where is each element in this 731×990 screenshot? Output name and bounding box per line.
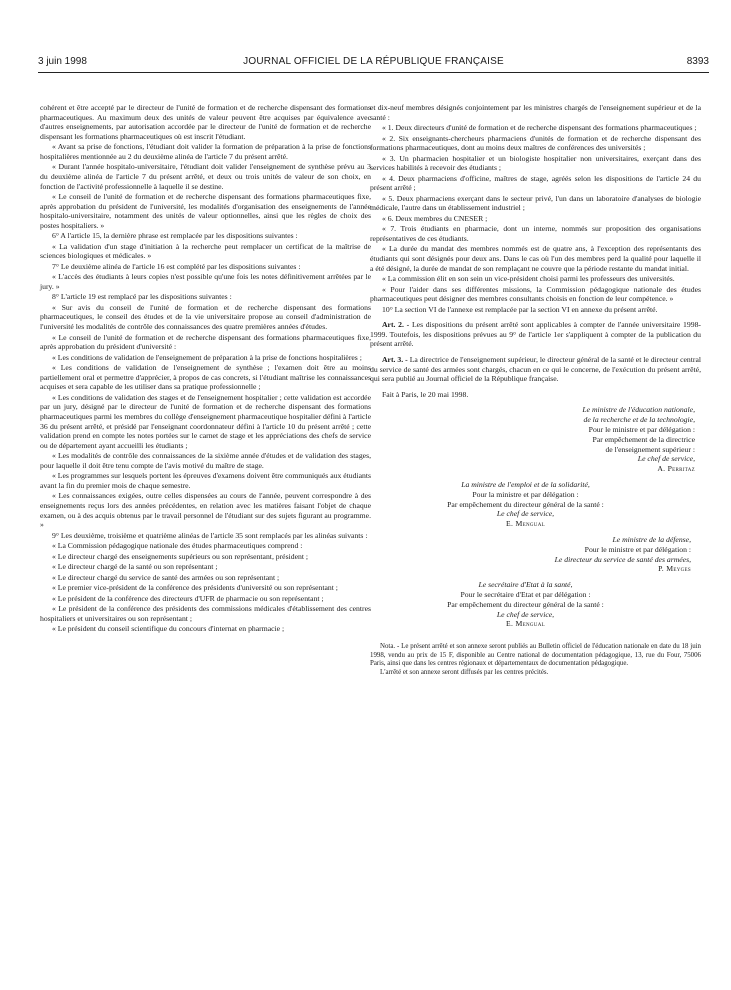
paragraph: « 5. Deux pharmaciens exerçant dans le secteur privé, l'un dans un laboratoire d'analyses de biologie médicale, l'autre dans un établissement industriel ; bbox=[370, 193, 701, 213]
signature-line: de l'enseignement supérieur : bbox=[605, 444, 695, 454]
paragraph: « Les conditions de validation de l'enseignement de préparation à la prise de fonctions hospitalières ; bbox=[52, 352, 362, 362]
signature-line: de la recherche et de la technologie, bbox=[583, 415, 695, 425]
signature-defense bbox=[370, 535, 701, 574]
signature-line: Le secrétaire d'Etat à la santé, bbox=[478, 580, 573, 590]
paragraph: « Le directeur chargé du service de santé des armées ou son représentant ; bbox=[52, 572, 280, 582]
signature-line: Le chef de service, bbox=[496, 609, 555, 619]
paragraph: cohérent et être accepté par le directeur de l'unité de formation et de recherche dispensant des formations pharmaceutiques. Au maximum deux des unités de valeur peuvent être acquises par équivalence avec d'autres enseignements, par autorisation accordée par le directeur de l'unité de formation et de recherche dispensant les formations pharmaceutiques où est inscrit l'étudiant. bbox=[40, 103, 371, 141]
note-paragraph: L'arrêté et son annexe seront diffusés par les centres précités. bbox=[380, 668, 549, 676]
paragraph: « 7. Trois étudiants en pharmacie, dont un interne, nommés sur proposition des organisations représentatives de ces étudiants. bbox=[370, 224, 701, 243]
paragraph: et dix-neuf membres désignés conjointement par les ministres chargés de l'enseignement supérieur et de la santé : bbox=[370, 103, 701, 122]
signature-line: Pour le ministre et par délégation : bbox=[588, 425, 695, 435]
signatory-name: P. Meyges bbox=[658, 564, 691, 574]
paragraph: « La Commission pédagogique nationale des études pharmaceutiques comprend : bbox=[52, 541, 303, 551]
header-rule bbox=[38, 72, 709, 73]
signature-line: Pour le ministre et par délégation : bbox=[584, 544, 691, 554]
header-title: JOURNAL OFFICIEL DE LA RÉPUBLIQUE FRANÇAISE bbox=[243, 56, 504, 67]
article-text: La directrice de l'enseignement supérieur, le directeur général de la santé et le directeur central du service de santé des armées sont chargés, chacun en ce qui le concerne, de l'exécution du présent arrêté, qui sera publié au Journal officiel de la République française. bbox=[370, 355, 702, 384]
paragraph: « Les conditions de validation de l'enseignement de synthèse ; l'examen doit être au moins partiellement oral et permettre d'apprécier, à propos de cas concrets, si l'étudiant maîtrise les connaissances acquises et sera capable de les utiliser dans sa pratique professionnelle ; bbox=[40, 363, 371, 392]
paragraph: « La commission élit en son sein un vice-président choisi parmi les professeurs des universités. bbox=[382, 274, 675, 284]
paragraph: « Le conseil de l'unité de formation et de recherche dispensant des formations pharmaceutiques fixe, après approbation du président d'université : bbox=[40, 332, 371, 352]
article-3 bbox=[370, 355, 701, 384]
paragraph: « La validation d'un stage d'initiation à la recherche peut remplacer un certificat de la maîtrise de sciences biologiques et médicales. » bbox=[40, 241, 371, 261]
right-column bbox=[370, 103, 701, 678]
paragraph: « Le directeur chargé de la santé ou son représentant ; bbox=[52, 562, 218, 572]
signature-line: Pour le secrétaire d'Etat et par délégation : bbox=[460, 589, 591, 599]
paragraph: « L'accès des étudiants à leurs copies n'est possible qu'une fois les notes définitivement arrêtées par le jury. » bbox=[40, 272, 371, 291]
page-header bbox=[38, 56, 709, 70]
paragraph: « 3. Un pharmacien hospitalier et un biologiste hospitalier non universitaires, exerçant dans des services habilités à recevoir des étudiants ; bbox=[370, 153, 701, 173]
paragraph: 7° Le deuxième alinéa de l'article 16 est complété par les dispositions suivantes : bbox=[52, 261, 301, 271]
header-date: 3 juin 1998 bbox=[38, 56, 87, 67]
paragraph: 8° L'article 19 est remplacé par les dispositions suivantes : bbox=[52, 292, 232, 302]
left-column bbox=[40, 103, 371, 635]
paragraph: « Sur avis du conseil de l'unité de formation et de recherche dispensant des formations pharmaceutiques, le conseil des études et de la vie universitaire propose au conseil d'administration de l'université les modalités de contrôle des connaissances des quatre premières années d'études. bbox=[40, 302, 371, 332]
paragraph: « Les connaissances exigées, outre celles dispensées au cours de l'année, peuvent correspondre à des enseignements reçus lors des années précédentes, en relation avec les matières faisant l'objet de chaque examen, ou à des acquis obtenus par le travail personnel de l'étudiant sur des sujets figurant au programme. » bbox=[40, 491, 371, 530]
paragraph: « Pour l'aider dans ses différentes missions, la Commission pédagogique nationale des études pharmaceutiques peut désigner des membres consultants choisis en fonction de leur compétence. » bbox=[370, 284, 701, 304]
signatory-name: E. Mengual bbox=[506, 619, 545, 629]
article-label: Art. 2. - bbox=[382, 320, 410, 330]
signature-line: Pour la ministre et par délégation : bbox=[472, 489, 579, 499]
paragraph: « Les modalités de contrôle des connaissances de la sixième année d'études et de validation des stages, pour laquelle il doit être tenu compte de l'avis motivé du maître de stage. bbox=[40, 451, 371, 470]
paragraph: 10° La section VI de l'annexe est remplacée par la section VI en annexe du présent arrêté. bbox=[382, 304, 658, 314]
paragraph: « Le premier vice-président de la conférence des présidents d'université ou son représentant ; bbox=[52, 583, 338, 593]
publication-note bbox=[370, 643, 701, 677]
paragraph: « Le président de la conférence des présidents des commissions médicales d'établissement des centres hospitaliers et universitaires ou son représentant ; bbox=[40, 604, 371, 623]
signature-line: Le ministre de la défense, bbox=[612, 534, 691, 544]
signature-line: Par empêchement du directeur général de la santé : bbox=[447, 499, 604, 509]
note-paragraph: Nota. - Le présent arrêté et son annexe seront publiés au Bulletin officiel de l'éducation nationale en date du 18 juin 1998, vendu au prix de 15 F, disponible au Centre national de documentation pédagogique, 13, rue du Four, 75006 Paris, ainsi que dans les centres régionaux et départementaux de documentation pédagogique. bbox=[370, 643, 701, 668]
paragraph: « 1. Deux directeurs d'unité de formation et de recherche dispensant des formations pharmaceutiques ; bbox=[382, 123, 697, 133]
paragraph: « Le conseil de l'unité de formation et de recherche dispensant des formations pharmaceutiques fixe, après approbation du président de l'université, les modalités d'organisation des enseignements de l'année hospitalo-universitaire, notamment des unités de valeur optionnelles, ainsi que les règles de choix des postes hospitaliers. » bbox=[40, 192, 371, 230]
signature-line: Le directeur du service de santé des armées, bbox=[554, 554, 691, 564]
paragraph: « Le président du conseil scientifique du concours d'internat en pharmacie ; bbox=[52, 624, 285, 634]
signature-emploi bbox=[350, 480, 701, 529]
place-date: Fait à Paris, le 20 mai 1998. bbox=[382, 389, 469, 399]
paragraph: 6° A l'article 15, la dernière phrase est remplacée par les dispositions suivantes : bbox=[52, 231, 298, 241]
paragraph: 9° Les deuxième, troisième et quatrième alinéas de l'article 35 sont remplacés par les alinéas suivants : bbox=[52, 530, 368, 540]
paragraph: « Durant l'année hospitalo-universitaire, l'étudiant doit valider l'enseignement de synthèse prévu au 3 du deuxième alinéa de l'article 7 du présent arrêté, et deux ou trois unités de valeur de son choix, en fonction de l'activité professionnelle à laquelle il se destine. bbox=[40, 162, 371, 191]
signature-line: Le chef de service, bbox=[637, 454, 695, 464]
signature-line: Par empêchement du directeur général de la santé : bbox=[447, 599, 604, 609]
paragraph: « Les programmes sur lesquels portent les épreuves d'examens doivent être communiqués aux étudiants avant la fin du premier mois de chaque semestre. bbox=[40, 471, 371, 490]
signature-line: Le chef de service, bbox=[496, 509, 555, 519]
article-2 bbox=[370, 320, 701, 349]
paragraph: « Les conditions de validation des stages et de l'enseignement hospitalier ; cette validation est accordée par un jury, désigné par le directeur de l'unité de formation et de recherche dispensant des formations pharmaceutiques parmi les membres du collège d'enseignement pharmaceutique hospitalier défini à l'article 36 du présent arrêté, et présidé par l'enseignant coordonnateur défini à l'article 10 du présent arrêté ; cette validation prend en compte les notes portées sur le carnet de stage et les appréciations des chefs de service ou de département ayant accueilli les étudiants ; bbox=[40, 392, 371, 450]
paragraph: « Le directeur chargé des enseignements supérieurs ou son représentant, président ; bbox=[52, 551, 309, 561]
paragraph: « Avant sa prise de fonctions, l'étudiant doit valider la formation de préparation à la prise de fonctions hospitalières mentionnée au 2 du deuxième alinéa de l'article 7 du présent arrêté. bbox=[40, 142, 371, 161]
paragraph: « 6. Deux membres du CNESER ; bbox=[382, 213, 488, 223]
signature-education bbox=[370, 405, 701, 474]
article-label: Art. 3. - bbox=[382, 355, 408, 365]
paragraph: « Le président de la conférence des directeurs d'UFR de pharmacie ou son représentant ; bbox=[52, 593, 324, 603]
paragraph: « 2. Six enseignants-chercheurs pharmaciens d'unités de formation et de recherche dispensant des formations pharmaceutiques, dont au moins deux maîtres de conférences des universités ; bbox=[370, 133, 701, 153]
article-text: Les dispositions du présent arrêté sont applicables à compter de l'année universitaire 1998-1999. Toutefois, les dispositions prévues au 9° de l'article 1er s'appliquent à compter de la publication du présent arrêté. bbox=[370, 320, 701, 349]
paragraph: « La durée du mandat des membres nommés est de quatre ans, à l'exception des représentants des étudiants qui sont désignés pour deux ans. Dans le cas où l'un des membres perd la qualité pour laquelle il a été désigné, la durée de mandat de son remplaçant ne couvre que la période restante du mandat initial. bbox=[370, 244, 701, 273]
signature-sante bbox=[350, 580, 701, 629]
signature-line: Par empêchement de la directrice bbox=[592, 434, 695, 444]
header-page-number: 8393 bbox=[686, 56, 709, 67]
signature-line: Le ministre de l'éducation nationale, bbox=[582, 405, 695, 415]
signatory-name: E. Mengual bbox=[506, 519, 545, 529]
signatory-name: A. Perritaz bbox=[657, 464, 695, 474]
signature-line: La ministre de l'emploi et de la solidarité, bbox=[461, 480, 590, 489]
paragraph: « 4. Deux pharmaciens d'officine, maîtres de stage, agréés selon les dispositions de l'article 24 du présent arrêté ; bbox=[370, 173, 701, 193]
